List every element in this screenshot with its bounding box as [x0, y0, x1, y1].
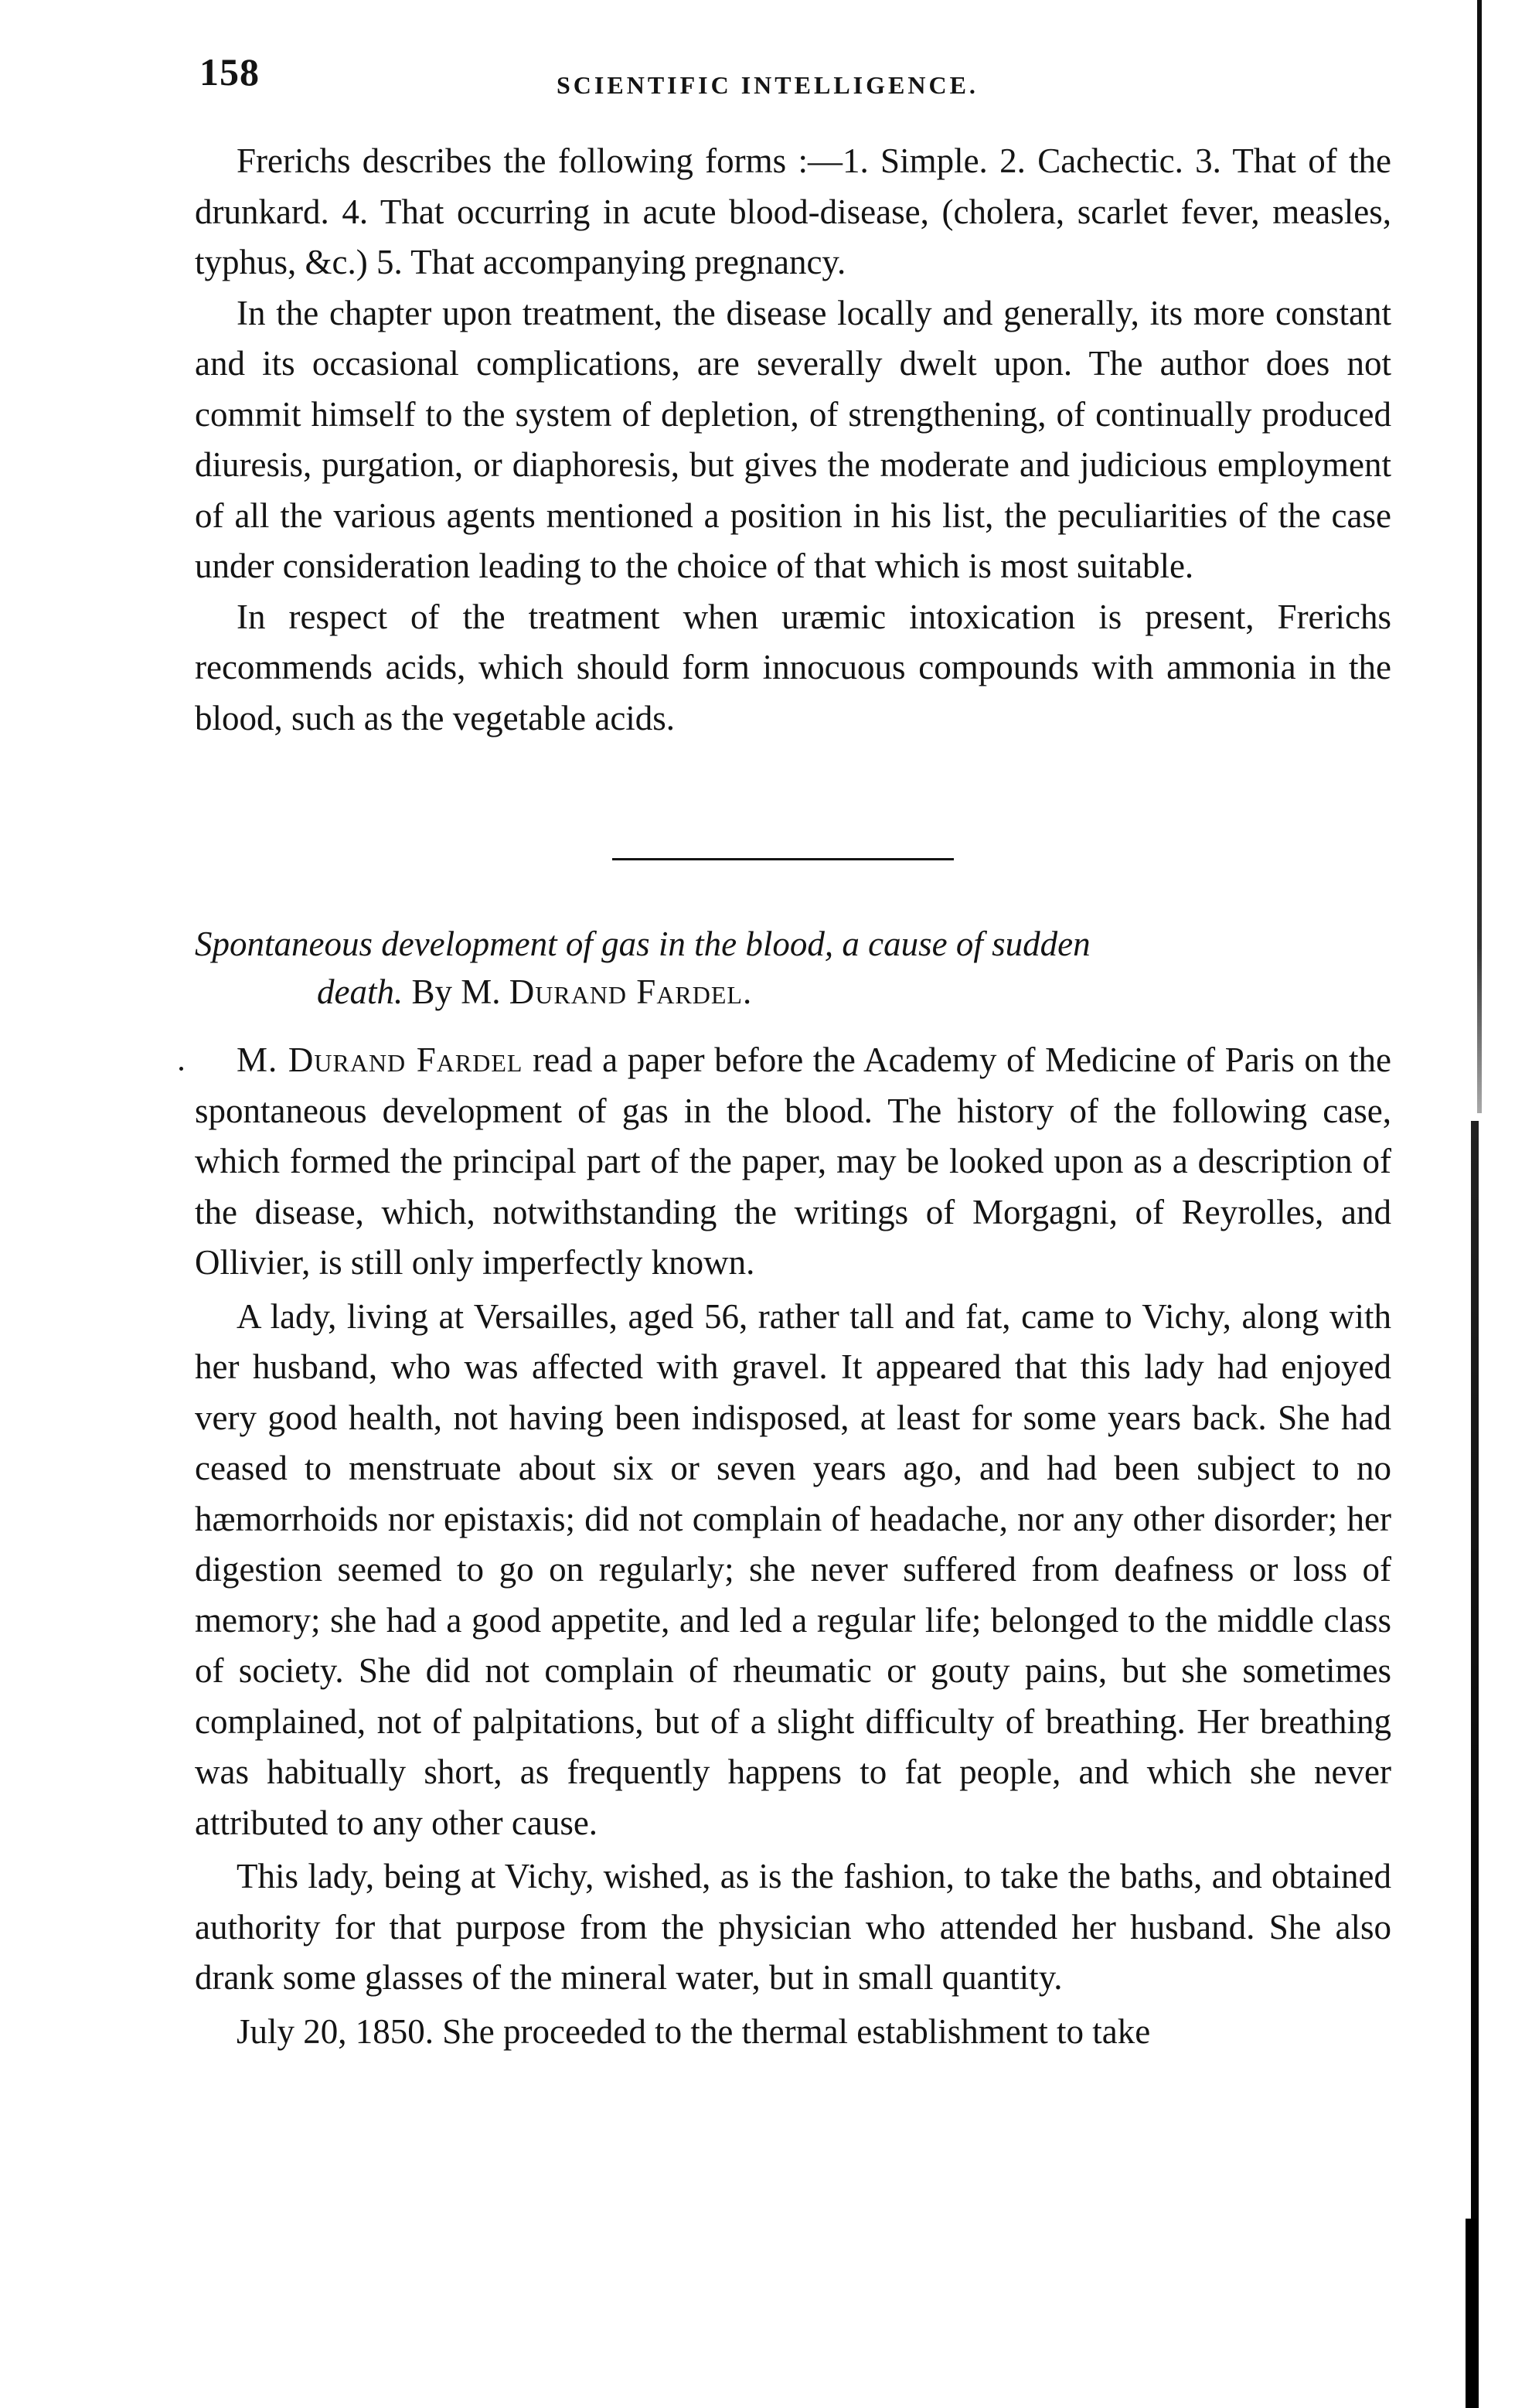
lead-author: M. Durand Fardel — [237, 1041, 523, 1079]
paragraph-uraemic: In respect of the treatment when uræmic intoxication is present, Frerichs recommends acids, which should form innocuous compounds with ammonia in the blood, such as the vegetable acids. — [195, 597, 1391, 737]
paragraph-july: July 20, 1850. She proceeded to the thermal establishment to take — [237, 2011, 1151, 2051]
byline-prefix: By M. — [411, 972, 501, 1011]
upper-section — [195, 136, 1391, 744]
byline-author: Durand Fardel — [509, 972, 743, 1011]
article-title — [195, 920, 1391, 1016]
paragraph-lead — [195, 1035, 1391, 1289]
print-speck — [179, 1067, 183, 1071]
scan-edge-tail — [1466, 2219, 1478, 2408]
page-number: 158 — [199, 50, 260, 94]
scan-edge-upper — [1477, 0, 1482, 1113]
article-title-line1: Spontaneous development of gas in the blood, a cause of sudden — [195, 925, 1091, 963]
paragraph-treatment: In the chapter upon treatment, the disease locally and generally, its more constant and its occasional complications, are severally dwelt upon. The author does not commit himself to the system of depletion, of strengthening, of continually produced diuresis, purgation, or diaphoresis, but gives the moderate and judicious employment of all the various agents mentioned a position in his list, the peculiarities of the case under consideration leading to the choice of that which is most suitable. — [195, 293, 1391, 585]
paragraph-forms: Frerichs describes the following forms :—1. Simple. 2. Cachectic. 3. That of the drunkard. 4. That occurring in acute blood-disease, (cholera, scarlet fever, measles, typhus, &c.) 5. That accompanying pregnancy. — [195, 141, 1391, 281]
section-divider — [612, 858, 954, 860]
paragraph-vichy: This lady, being at Vichy, wished, as is the fashion, to take the baths, and obtained authority for that purpose from the physician who attended her husband. She also drank some glasses of the mineral water, but in small quantity. — [195, 1857, 1391, 1997]
byline-end: . — [742, 972, 752, 1011]
paragraph-case: A lady, living at Versailles, aged 56, rather tall and fat, came to Vichy, along with her husband, who was affected with gravel. It appeared that this lady had enjoyed very good health, not having been indisposed, at least for some years back. She had ceased to menstruate about six or seven years ago, and had been subject to no hæmorrhoids nor epistaxis; did not complain of headache, nor any other disorder; her digestion seemed to go on regularly; she never suffered from deafness or loss of memory; she had a good appetite, and led a regular life; belonged to the middle class of society. She did not complain of rheumatic or gouty pains, but she sometimes complained, not of palpitations, but of a slight difficulty of breathing. Her breathing was habitually short, as frequently happens to fat people, and which she never attributed to any other cause. — [195, 1296, 1391, 1842]
lead-text: read a paper before the Academy of Medicine of Paris on the spontaneous development of gas in the blood. The history of the following case, which formed the principal part of the paper, may be looked upon as a description of the disease, which, notwithstanding the writings of Morgagni, of Reyrolles, and Ollivier, is still only imperfectly known. — [195, 1041, 1391, 1282]
article-title-line2: death. — [317, 972, 403, 1011]
running-head: SCIENTIFIC INTELLIGENCE. — [557, 71, 979, 99]
scan-edge-lower — [1471, 1121, 1479, 2408]
article-body — [195, 1035, 1391, 2057]
